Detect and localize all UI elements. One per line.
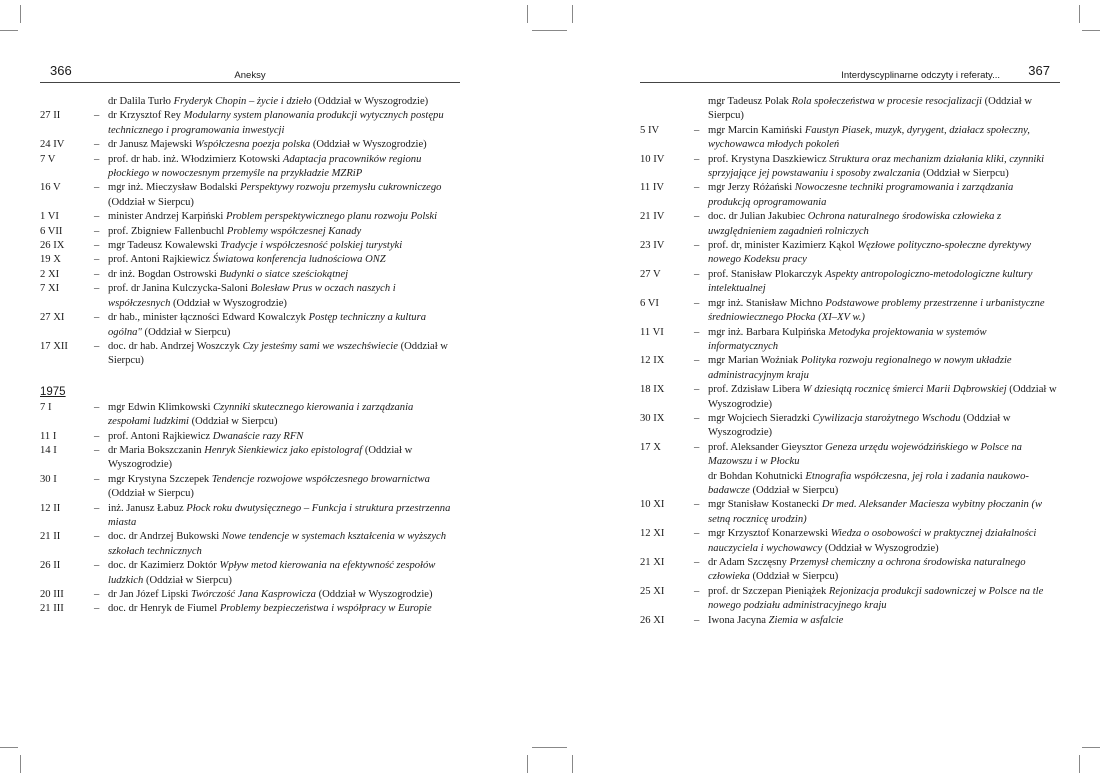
lecturer-name: mgr Krystyna Szczepek: [108, 473, 210, 485]
entry-date: 7 XI: [40, 283, 60, 295]
branch-note: (Oddział w Wyszogrodzie): [318, 589, 433, 600]
entry-dash: –: [694, 384, 700, 396]
entry-dash: –: [94, 254, 100, 266]
lecture-title: Nowoczesne techniki programowania i zarządzania produkcją oprogramowania: [708, 182, 1014, 208]
entry-text: [108, 602, 460, 616]
lecture-entry: [640, 124, 1060, 153]
lecture-entry: [40, 268, 460, 282]
lecturer-name: prof. Aleksander Gieysztor: [708, 441, 823, 453]
branch-note: (Oddział w Sierpcu): [708, 96, 1033, 122]
entry-date: 23 IV: [640, 240, 665, 252]
entry-text: [108, 95, 460, 109]
entry-dash: [94, 95, 108, 109]
lecturer-name: prof. Zbigniew Fallenbuchl: [108, 225, 225, 237]
entry-date: 10 XI: [640, 499, 665, 511]
running-header: Aneksy: [234, 70, 266, 81]
lecturer-name: prof. dr hab. inż. Włodzimierz Kotowski: [108, 153, 281, 165]
entry-dash: –: [694, 412, 700, 424]
entry-date: 11 VI: [640, 326, 664, 338]
entry-dash: –: [94, 444, 100, 456]
lecture-title: Problemy bezpieczeństwa i współpracy w Europie: [219, 603, 432, 615]
lecture-title: Etnografia współczesna, jej rola i zadania naukowo-badawcze: [708, 470, 1029, 496]
left-page: [40, 60, 460, 617]
running-header: Interdyscyplinarne odczyty i referaty...: [841, 70, 1000, 81]
lecture-title: Adaptacja pracowników regionu płockiego w nowoczesnym przemyśle na przykładzie MZRiP: [108, 153, 422, 180]
lecture-entry: [40, 95, 460, 109]
lecture-title: Współczesna poezja polska: [194, 139, 311, 151]
lecture-entry: [40, 502, 460, 531]
entry-text: [108, 109, 460, 138]
entry-date: 27 XI: [40, 312, 65, 324]
crop-mark: [572, 5, 573, 23]
lecture-title: Postęp techniczny a kultura ogólna": [108, 312, 427, 338]
crop-mark: [0, 747, 18, 748]
crop-mark: [1079, 755, 1080, 773]
branch-note: (Oddział w Sierpcu): [108, 196, 194, 208]
branch-note: (Oddział w Wyszogrodzie): [708, 412, 1011, 439]
entry-text: [108, 253, 460, 267]
entry-date: [640, 95, 694, 124]
crop-mark: [1079, 5, 1080, 23]
lecture-entry: [640, 498, 1060, 527]
lecture-entry: [640, 527, 1060, 556]
entry-date: 21 III: [40, 603, 64, 615]
lecturer-name: mgr Marian Woźniak: [708, 355, 799, 367]
branch-note: (Oddział w Wyszogrodzie): [708, 384, 1057, 410]
lecture-entry: [40, 602, 460, 616]
lecture-title: Aspekty antropologiczno-metodologiczne kultury intelektualnej: [708, 268, 1033, 295]
branch-note: (Oddział w Sierpcu): [922, 168, 1009, 180]
lecturer-name: minister Andrzej Karpiński: [108, 211, 224, 223]
lecture-entry: [640, 326, 1060, 355]
lecturer-name: mgr inż. Stanisław Michno: [708, 297, 823, 309]
lecture-title: Bolesław Prus w oczach naszych i współczesnych: [108, 283, 396, 309]
entry-text: [708, 124, 1060, 153]
entry-dash: [694, 470, 708, 499]
lecture-title: Geneza urzędu wojewódzińskiego w Polsce na Mazowszu i w Płocku: [708, 441, 1022, 468]
lecture-list-1974: [40, 95, 460, 369]
lecture-title: Podstawowe problemy przestrzenne i urbanistyczne średniowiecznego Płocka (XI–XV w.): [708, 297, 1045, 324]
lecture-title: Modularny system planowania produkcji wytycznych postępu technicznego i programowania inwestycji: [108, 110, 444, 136]
lecture-entry: [640, 297, 1060, 326]
entry-date: 18 IX: [640, 384, 665, 396]
branch-note: (Oddział w Wyszogrodzie): [312, 139, 427, 151]
entry-date: 21 IV: [640, 211, 665, 223]
lecture-entry: [40, 311, 460, 340]
entry-date: 2 XI: [40, 268, 60, 280]
lecture-title: Wiedza o osobowości w praktycznej działalności nauczyciela i wychowawcy: [708, 528, 1037, 554]
lecturer-name: mgr Stanisław Kostanecki: [708, 499, 820, 511]
lecturer-name: mgr Edwin Klimkowski: [108, 401, 211, 413]
entry-text: [108, 430, 460, 444]
lecture-entry: [40, 473, 460, 502]
entry-text: [108, 502, 460, 531]
crop-mark: [532, 30, 567, 31]
entry-date: 11 I: [40, 430, 57, 442]
lecture-title: Wpływ metod kierowania na efektywność zespołów ludzkich: [108, 560, 436, 586]
lecture-title: Problem perspektywicznego planu rozwoju Polski: [226, 211, 438, 223]
lecture-title: Dr med. Aleksander Maciesza wybitny płoczanin (w setną rocznicę urodzin): [708, 499, 1043, 525]
lecturer-name: doc. dr Andrzej Bukowski: [108, 531, 220, 543]
branch-note: (Oddział w Sierpcu): [108, 340, 448, 367]
entry-date: 26 XI: [640, 614, 665, 626]
lecture-entry: [40, 239, 460, 253]
entry-date: 26 IX: [40, 240, 65, 252]
entry-dash: –: [94, 531, 100, 543]
entry-dash: –: [94, 268, 100, 280]
entry-text: [108, 210, 460, 224]
lecturer-name: dr inż. Bogdan Ostrowski: [108, 268, 217, 280]
entry-dash: –: [94, 182, 100, 194]
lecture-entry: [640, 354, 1060, 383]
lecturer-name: prof. Stanisław Plokarczyk: [708, 268, 823, 280]
entry-dash: –: [94, 110, 100, 122]
lecture-entry: [640, 556, 1060, 585]
branch-note: (Oddział w Wyszogrodzie): [314, 96, 429, 107]
entry-date: 12 XI: [640, 528, 665, 540]
lecture-entry: [40, 210, 460, 224]
lecturer-name: mgr Wojciech Sieradzki: [708, 412, 810, 424]
entry-dash: –: [94, 340, 100, 352]
lecture-entry: [40, 109, 460, 138]
entry-dash: –: [94, 401, 100, 413]
lecturer-name: inż. Janusz Łabuz: [108, 502, 184, 514]
lecture-entry: [40, 444, 460, 473]
lecture-entry: [40, 138, 460, 152]
entry-dash: –: [694, 528, 700, 540]
entry-date: 7 I: [40, 401, 52, 413]
lecturer-name: Iwona Jacyna: [708, 614, 766, 626]
lecture-entry: [40, 282, 460, 311]
lecture-entry: [640, 383, 1060, 412]
lecture-entry: [640, 412, 1060, 441]
lecture-title: Fryderyk Chopin – życie i dzieło: [173, 96, 312, 107]
entry-text: [108, 473, 460, 502]
entry-dash: –: [694, 268, 700, 280]
lecturer-name: doc. dr hab. Andrzej Woszczyk: [108, 340, 240, 352]
entry-dash: –: [94, 225, 100, 237]
entry-date: 26 II: [40, 560, 61, 572]
entry-text: [108, 340, 460, 369]
entry-text: [708, 614, 1060, 628]
lecture-title: Czy jesteśmy sami we wszechświecie: [242, 340, 398, 352]
lecturer-name: mgr inż. Barbara Kulpińska: [708, 326, 826, 338]
lecturer-name: prof. Antoni Rajkiewicz: [108, 430, 211, 442]
entry-date: 24 IV: [40, 139, 65, 151]
page-number: 366: [50, 63, 72, 78]
lecture-entry: [40, 225, 460, 239]
lecture-entry: [40, 340, 460, 369]
entry-dash: –: [94, 560, 100, 572]
lecture-entry: [640, 441, 1060, 470]
lecture-title: Perspektywy rozwoju przemysłu cukrowniczego: [240, 182, 442, 194]
lecture-title: Rola społeczeństwa w procesie resocjalizacji: [791, 96, 982, 107]
lecture-entry: [40, 401, 460, 430]
entry-date: 16 V: [40, 182, 61, 194]
branch-note: (Oddział w Sierpcu): [108, 488, 194, 500]
entry-text: [108, 401, 460, 430]
lecturer-name: doc. dr Kazimierz Doktór: [108, 560, 217, 572]
lecturer-name: dr Dalila Turło: [108, 96, 171, 107]
lecture-entry: [40, 430, 460, 444]
entry-text: [708, 297, 1060, 326]
year-heading: 1975: [40, 385, 66, 398]
entry-text: [108, 588, 460, 602]
lecture-entry: [640, 95, 1060, 124]
lecture-title: Płock roku dwutysięcznego – Funkcja i struktura przestrzenna miasta: [108, 502, 451, 528]
lecture-entry: [640, 585, 1060, 614]
entry-date: 20 III: [40, 589, 64, 600]
lecture-entry: [640, 153, 1060, 182]
lecturer-name: dr Adam Szczęsny: [708, 557, 787, 568]
entry-date: 27 V: [640, 268, 661, 280]
lecturer-name: prof. dr Janina Kulczycka-Saloni: [108, 283, 249, 295]
lecturer-name: dr Bohdan Kohutnicki: [708, 470, 803, 482]
entry-text: [708, 527, 1060, 556]
lecturer-name: dr Maria Bokszczanin: [108, 444, 202, 456]
lecture-title: Struktura oraz mechanizm działania kliki, czynniki sprzyjające jej powstawaniu i sposoby zwalczania: [708, 153, 1045, 180]
entry-text: [108, 530, 460, 559]
entry-text: [708, 470, 1060, 499]
entry-text: [708, 153, 1060, 182]
crop-mark: [527, 5, 528, 23]
entry-date: 30 IX: [640, 412, 665, 424]
lecture-title: Cywilizacja starożytnego Wschodu: [812, 412, 961, 424]
lecturer-name: mgr Krzysztof Konarzewski: [708, 528, 829, 540]
crop-mark: [1082, 747, 1100, 748]
lecturer-name: prof. Zdzisław Libera: [708, 384, 801, 396]
lecture-title: W dziesiątą rocznicę śmierci Marii Dąbrowskiej: [802, 384, 1007, 396]
lecture-title: Budynki o siatce sześciokątnej: [219, 268, 349, 280]
lecturer-name: doc. dr Julian Jakubiec: [708, 211, 806, 223]
branch-note: (Oddział w Sierpcu): [752, 484, 839, 496]
branch-note: (Oddział w Sierpcu): [752, 571, 839, 583]
entry-dash: –: [694, 326, 700, 338]
entry-date: 14 I: [40, 444, 57, 456]
crop-mark: [20, 5, 21, 23]
entry-dash: [694, 95, 708, 124]
entry-text: [708, 498, 1060, 527]
right-page: [640, 60, 1060, 628]
lecturer-name: prof. dr Szczepan Pieniążek: [708, 585, 827, 597]
entry-dash: –: [94, 240, 100, 252]
branch-note: (Oddział w Sierpcu): [191, 416, 278, 428]
branch-note: (Oddział w Sierpcu): [145, 574, 232, 586]
lecture-entry: [40, 530, 460, 559]
entry-text: [108, 181, 460, 210]
entry-text: [108, 225, 460, 239]
entry-text: [108, 282, 460, 311]
lecture-title: Problemy współczesnej Kanady: [226, 225, 362, 237]
lecture-title: Rejonizacja produkcji sadowniczej w Polsce na tle nowego podziału administracyjnego kraju: [708, 585, 1044, 612]
lecture-title: Węzłowe polityczno-społeczne dyrektywy nowego Kodeksu pracy: [708, 240, 1032, 266]
entry-date: 10 IV: [640, 153, 665, 165]
entry-date: 19 X: [40, 254, 61, 266]
entry-dash: –: [694, 182, 700, 194]
lecturer-name: dr hab., minister łączności Edward Kowalczyk: [108, 312, 306, 324]
entry-date: 5 IV: [640, 124, 660, 136]
lecturer-name: mgr Marcin Kamiński: [708, 124, 803, 136]
lecturer-name: prof. Krystyna Daszkiewicz: [708, 153, 827, 165]
lecture-list-continued: [640, 95, 1060, 628]
entry-date: 11 IV: [640, 182, 665, 194]
entry-dash: –: [94, 283, 100, 295]
entry-date: 17 XII: [40, 340, 68, 352]
entry-text: [108, 311, 460, 340]
lecture-title: Czynniki skutecznego kierowania i zarządzania zespołami ludzkimi: [108, 401, 414, 428]
entry-text: [108, 559, 460, 588]
lecture-entry: [640, 268, 1060, 297]
entry-date: 7 V: [40, 153, 56, 165]
entry-date: 27 II: [40, 110, 61, 122]
entry-dash: –: [694, 124, 700, 136]
entry-date: [40, 95, 94, 109]
lecture-entry: [640, 470, 1060, 499]
lecture-title: Polityka rozwoju regionalnego w nowym układzie administracyjnym kraju: [708, 355, 1012, 381]
entry-dash: –: [94, 473, 100, 485]
branch-note: (Oddział w Wyszogrodzie): [824, 542, 939, 554]
entry-text: [108, 138, 460, 152]
entry-text: [708, 268, 1060, 297]
entry-date: 6 VI: [640, 297, 659, 309]
lecture-entry: [640, 614, 1060, 628]
lecture-title: Faustyn Piasek, muzyk, dyrygent, działacz społeczny, wychowawca młodych pokoleń: [708, 124, 1030, 151]
branch-note: (Oddział w Sierpcu): [144, 326, 231, 338]
entry-dash: –: [94, 603, 100, 615]
entry-text: [708, 326, 1060, 355]
lecture-title: Przemysł chemiczny a ochrona środowiska naturalnego człowieka: [708, 557, 1026, 583]
entry-dash: –: [694, 211, 700, 223]
lecture-title: Tendencje rozwojowe współczesnego browarnictwa: [211, 473, 430, 485]
entry-dash: –: [694, 297, 700, 309]
entry-dash: –: [94, 153, 100, 165]
lecturer-name: doc. dr Henryk de Fiumel: [108, 603, 218, 615]
entry-dash: –: [694, 441, 700, 453]
page-number: 367: [1028, 63, 1050, 78]
entry-dash: –: [94, 589, 100, 600]
entry-dash: –: [694, 614, 700, 626]
lecturer-name: mgr Jerzy Różański: [708, 182, 793, 194]
entry-text: [108, 444, 460, 473]
entry-dash: –: [694, 355, 700, 367]
lecture-entry: [40, 253, 460, 267]
entry-text: [708, 383, 1060, 412]
entry-text: [708, 181, 1060, 210]
lecture-title: Ziemia w asfalcie: [768, 614, 844, 626]
entry-text: [108, 239, 460, 253]
lecture-entry: [40, 153, 460, 182]
lecture-title: Światowa konferencja ludnościowa ONZ: [212, 254, 386, 266]
entry-dash: –: [94, 211, 100, 223]
lecture-title: Dwanaście razy RFN: [212, 430, 304, 442]
entry-date: 17 X: [640, 441, 661, 453]
lecture-list-1975: [40, 401, 460, 617]
lecturer-name: mgr inż. Mieczysław Bodalski: [108, 182, 238, 194]
lecture-title: Ochrona naturalnego środowiska człowieka z uwzględnieniem zagadnień rolniczych: [708, 211, 1002, 237]
entry-text: [108, 268, 460, 282]
entry-text: [708, 210, 1060, 239]
entry-date: 12 II: [40, 502, 61, 514]
page-header: [40, 60, 460, 83]
entry-text: [708, 239, 1060, 268]
entry-dash: –: [694, 153, 700, 165]
branch-note: (Oddział w Wyszogrodzie): [173, 297, 287, 309]
crop-mark: [1082, 30, 1100, 31]
entry-text: [708, 95, 1060, 124]
entry-date: [640, 470, 694, 499]
lecturer-name: dr Krzysztof Rey: [108, 110, 181, 122]
entry-date: 1 VI: [40, 211, 59, 223]
lecturer-name: dr Jan Józef Lipski: [108, 589, 189, 600]
lecturer-name: prof. Antoni Rajkiewicz: [108, 254, 211, 266]
entry-text: [708, 556, 1060, 585]
page-header: [640, 60, 1060, 83]
lecture-entry: [40, 588, 460, 602]
lecture-title: Henryk Sienkiewicz jako epistolograf: [204, 444, 363, 456]
entry-dash: –: [94, 502, 100, 514]
entry-text: [108, 153, 460, 182]
crop-mark: [532, 747, 567, 748]
entry-dash: –: [694, 499, 700, 511]
entry-text: [708, 412, 1060, 441]
entry-dash: –: [694, 240, 700, 252]
entry-date: 25 XI: [640, 585, 665, 597]
crop-mark: [527, 755, 528, 773]
lecturer-name: mgr Tadeusz Kowalewski: [108, 240, 218, 252]
entry-date: 21 II: [40, 531, 61, 543]
lecturer-name: prof. dr, minister Kazimierz Kąkol: [708, 240, 855, 252]
lecture-entry: [640, 181, 1060, 210]
branch-note: (Oddział w Wyszogrodzie): [108, 444, 413, 471]
lecture-title: Metodyka projektowania w systemów informatycznych: [708, 326, 987, 352]
lecture-entry: [40, 181, 460, 210]
entry-dash: –: [694, 585, 700, 597]
lecture-title: Nowe tendencje w systemach kształcenia w wyższych szkołach technicznych: [108, 531, 447, 557]
entry-text: [708, 585, 1060, 614]
entry-date: 21 XI: [640, 557, 665, 568]
entry-text: [708, 441, 1060, 470]
lecture-entry: [640, 210, 1060, 239]
entry-dash: –: [94, 430, 100, 442]
entry-dash: –: [94, 312, 100, 324]
lecturer-name: mgr Tadeusz Polak: [708, 96, 789, 107]
entry-date: 6 VII: [40, 225, 63, 237]
entry-date: 12 IX: [640, 355, 665, 367]
entry-dash: –: [94, 139, 100, 151]
entry-dash: –: [694, 557, 700, 568]
crop-mark: [572, 755, 573, 773]
crop-mark: [20, 755, 21, 773]
crop-mark: [0, 30, 18, 31]
entry-text: [708, 354, 1060, 383]
lecturer-name: dr Janusz Majewski: [108, 139, 193, 151]
lecture-entry: [640, 239, 1060, 268]
lecture-title: Tradycje i współczesność polskiej turystyki: [220, 240, 403, 252]
lecture-title: Twórczość Jana Kasprowicza: [190, 589, 316, 600]
entry-date: 30 I: [40, 473, 57, 485]
lecture-entry: [40, 559, 460, 588]
